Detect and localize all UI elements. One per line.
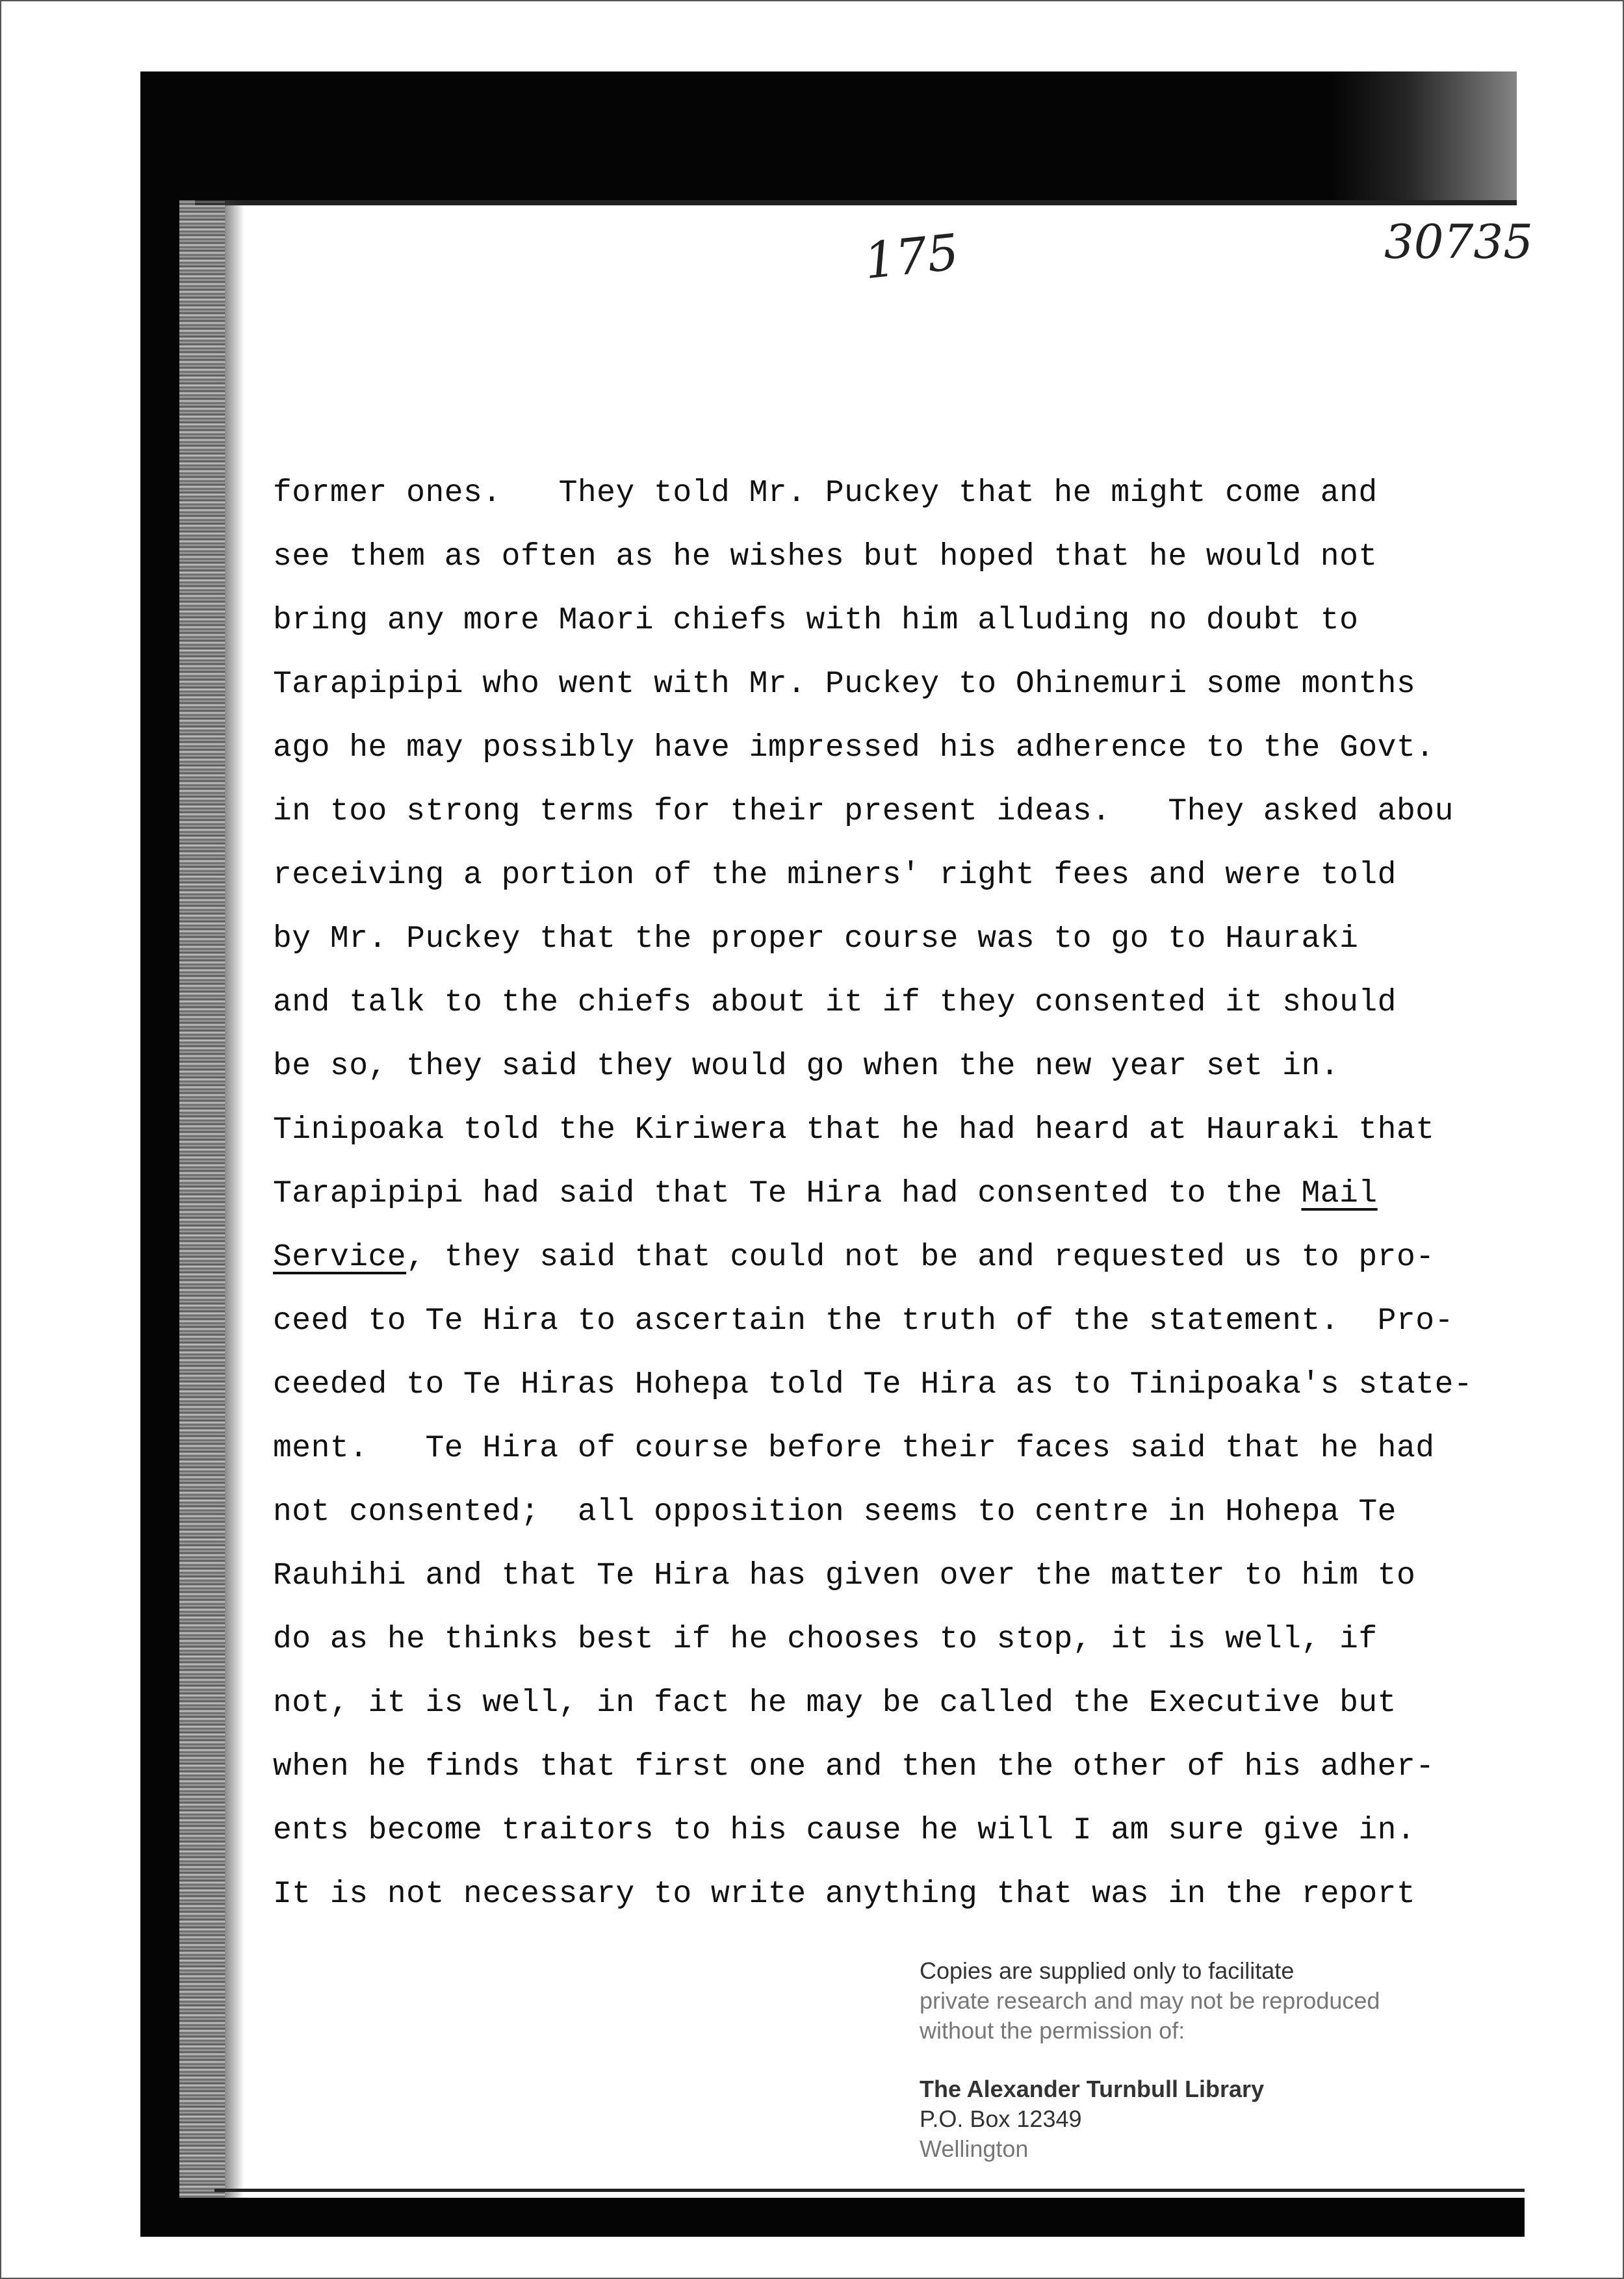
text-line-7: receiving a portion of the miners' right fees and were told (273, 858, 1397, 893)
copyright-line-1: Copies are supplied only to facilitate (920, 1957, 1295, 1984)
text-line-9: and talk to the chiefs about it if they consented it should (273, 985, 1397, 1020)
text-line-23: It is not necessary to write anything that was in the report (273, 1877, 1416, 1912)
typed-letter-body (273, 461, 1521, 1926)
copyright-stamp (920, 1956, 1491, 2164)
library-po-box: P.O. Box 12349 (920, 2105, 1082, 2132)
copyright-gap (920, 2046, 1491, 2074)
text-line-13 (273, 1226, 1521, 1289)
underlined-mail: Mail (1301, 1176, 1378, 1211)
text-line-12 (273, 1162, 1521, 1226)
text-line-10: be so, they said they would go when the new year set in. (273, 1049, 1340, 1084)
library-city: Wellington (920, 2135, 1029, 2162)
text-line-12-start: Tarapipipi had said that Te Hira had consented to the (273, 1176, 1302, 1211)
text-line-21: when he finds that first one and then the other of his adher- (273, 1749, 1435, 1784)
text-line-8: by Mr. Puckey that the proper course was to go to Hauraki (273, 921, 1359, 957)
text-line-15: ceeded to Te Hiras Hohepa told Te Hira as to Tinipoaka's state- (273, 1367, 1473, 1402)
scan-bottom-border (140, 2198, 1525, 2237)
text-line-14: ceed to Te Hira to ascertain the truth of the statement. Pro- (273, 1304, 1454, 1339)
library-name: The Alexander Turnbull Library (920, 2076, 1265, 2102)
text-line-18: Rauhihi and that Te Hira has given over the matter to him to (273, 1558, 1416, 1593)
text-line-20: not, it is well, in fact he may be called the Executive but (273, 1686, 1397, 1721)
text-line-11: Tinipoaka told the Kiriwera that he had heard at Hauraki that (273, 1113, 1435, 1148)
text-line-16: ment. Te Hira of course before their faces said that he had (273, 1431, 1435, 1466)
copyright-line-3: without the permission of: (920, 2017, 1185, 2044)
handwritten-page-number: 175 (861, 222, 962, 290)
scan-top-noise (1332, 71, 1517, 200)
text-line-17: not consented; all opposition seems to centre in Hohepa Te (273, 1495, 1397, 1530)
text-line-19: do as he thinks best if he chooses to stop, it is well, if (273, 1622, 1378, 1657)
text-line-1: former ones. They told Mr. Puckey that he might come and (273, 476, 1378, 511)
scan-left-grain (179, 200, 225, 2234)
scan-top-rule (195, 200, 1517, 205)
text-line-2: see them as often as he wishes but hoped that he would not (273, 539, 1378, 574)
scan-left-border (140, 71, 179, 2237)
text-line-4: Tarapipipi who went with Mr. Puckey to Ohinemuri some months (273, 667, 1416, 702)
text-line-22: ents become traitors to his cause he will I am sure give in. (273, 1813, 1416, 1848)
scan-top-border (140, 71, 1517, 200)
underlined-service: Service (273, 1240, 407, 1275)
scan-bottom-rule (214, 2189, 1525, 2192)
text-line-3: bring any more Maori chiefs with him alluding no doubt to (273, 603, 1359, 638)
handwritten-archive-number: 30735 (1384, 214, 1534, 269)
text-line-6: in too strong terms for their present ideas. They asked abou (273, 794, 1454, 829)
text-line-13-rest: , they said that could not be and requested us to pro- (406, 1240, 1435, 1275)
text-line-5: ago he may possibly have impressed his adherence to the Govt. (273, 730, 1435, 766)
scan-left-fade (225, 200, 244, 2234)
copyright-line-2: private research and may not be reproduced (920, 1987, 1380, 2014)
